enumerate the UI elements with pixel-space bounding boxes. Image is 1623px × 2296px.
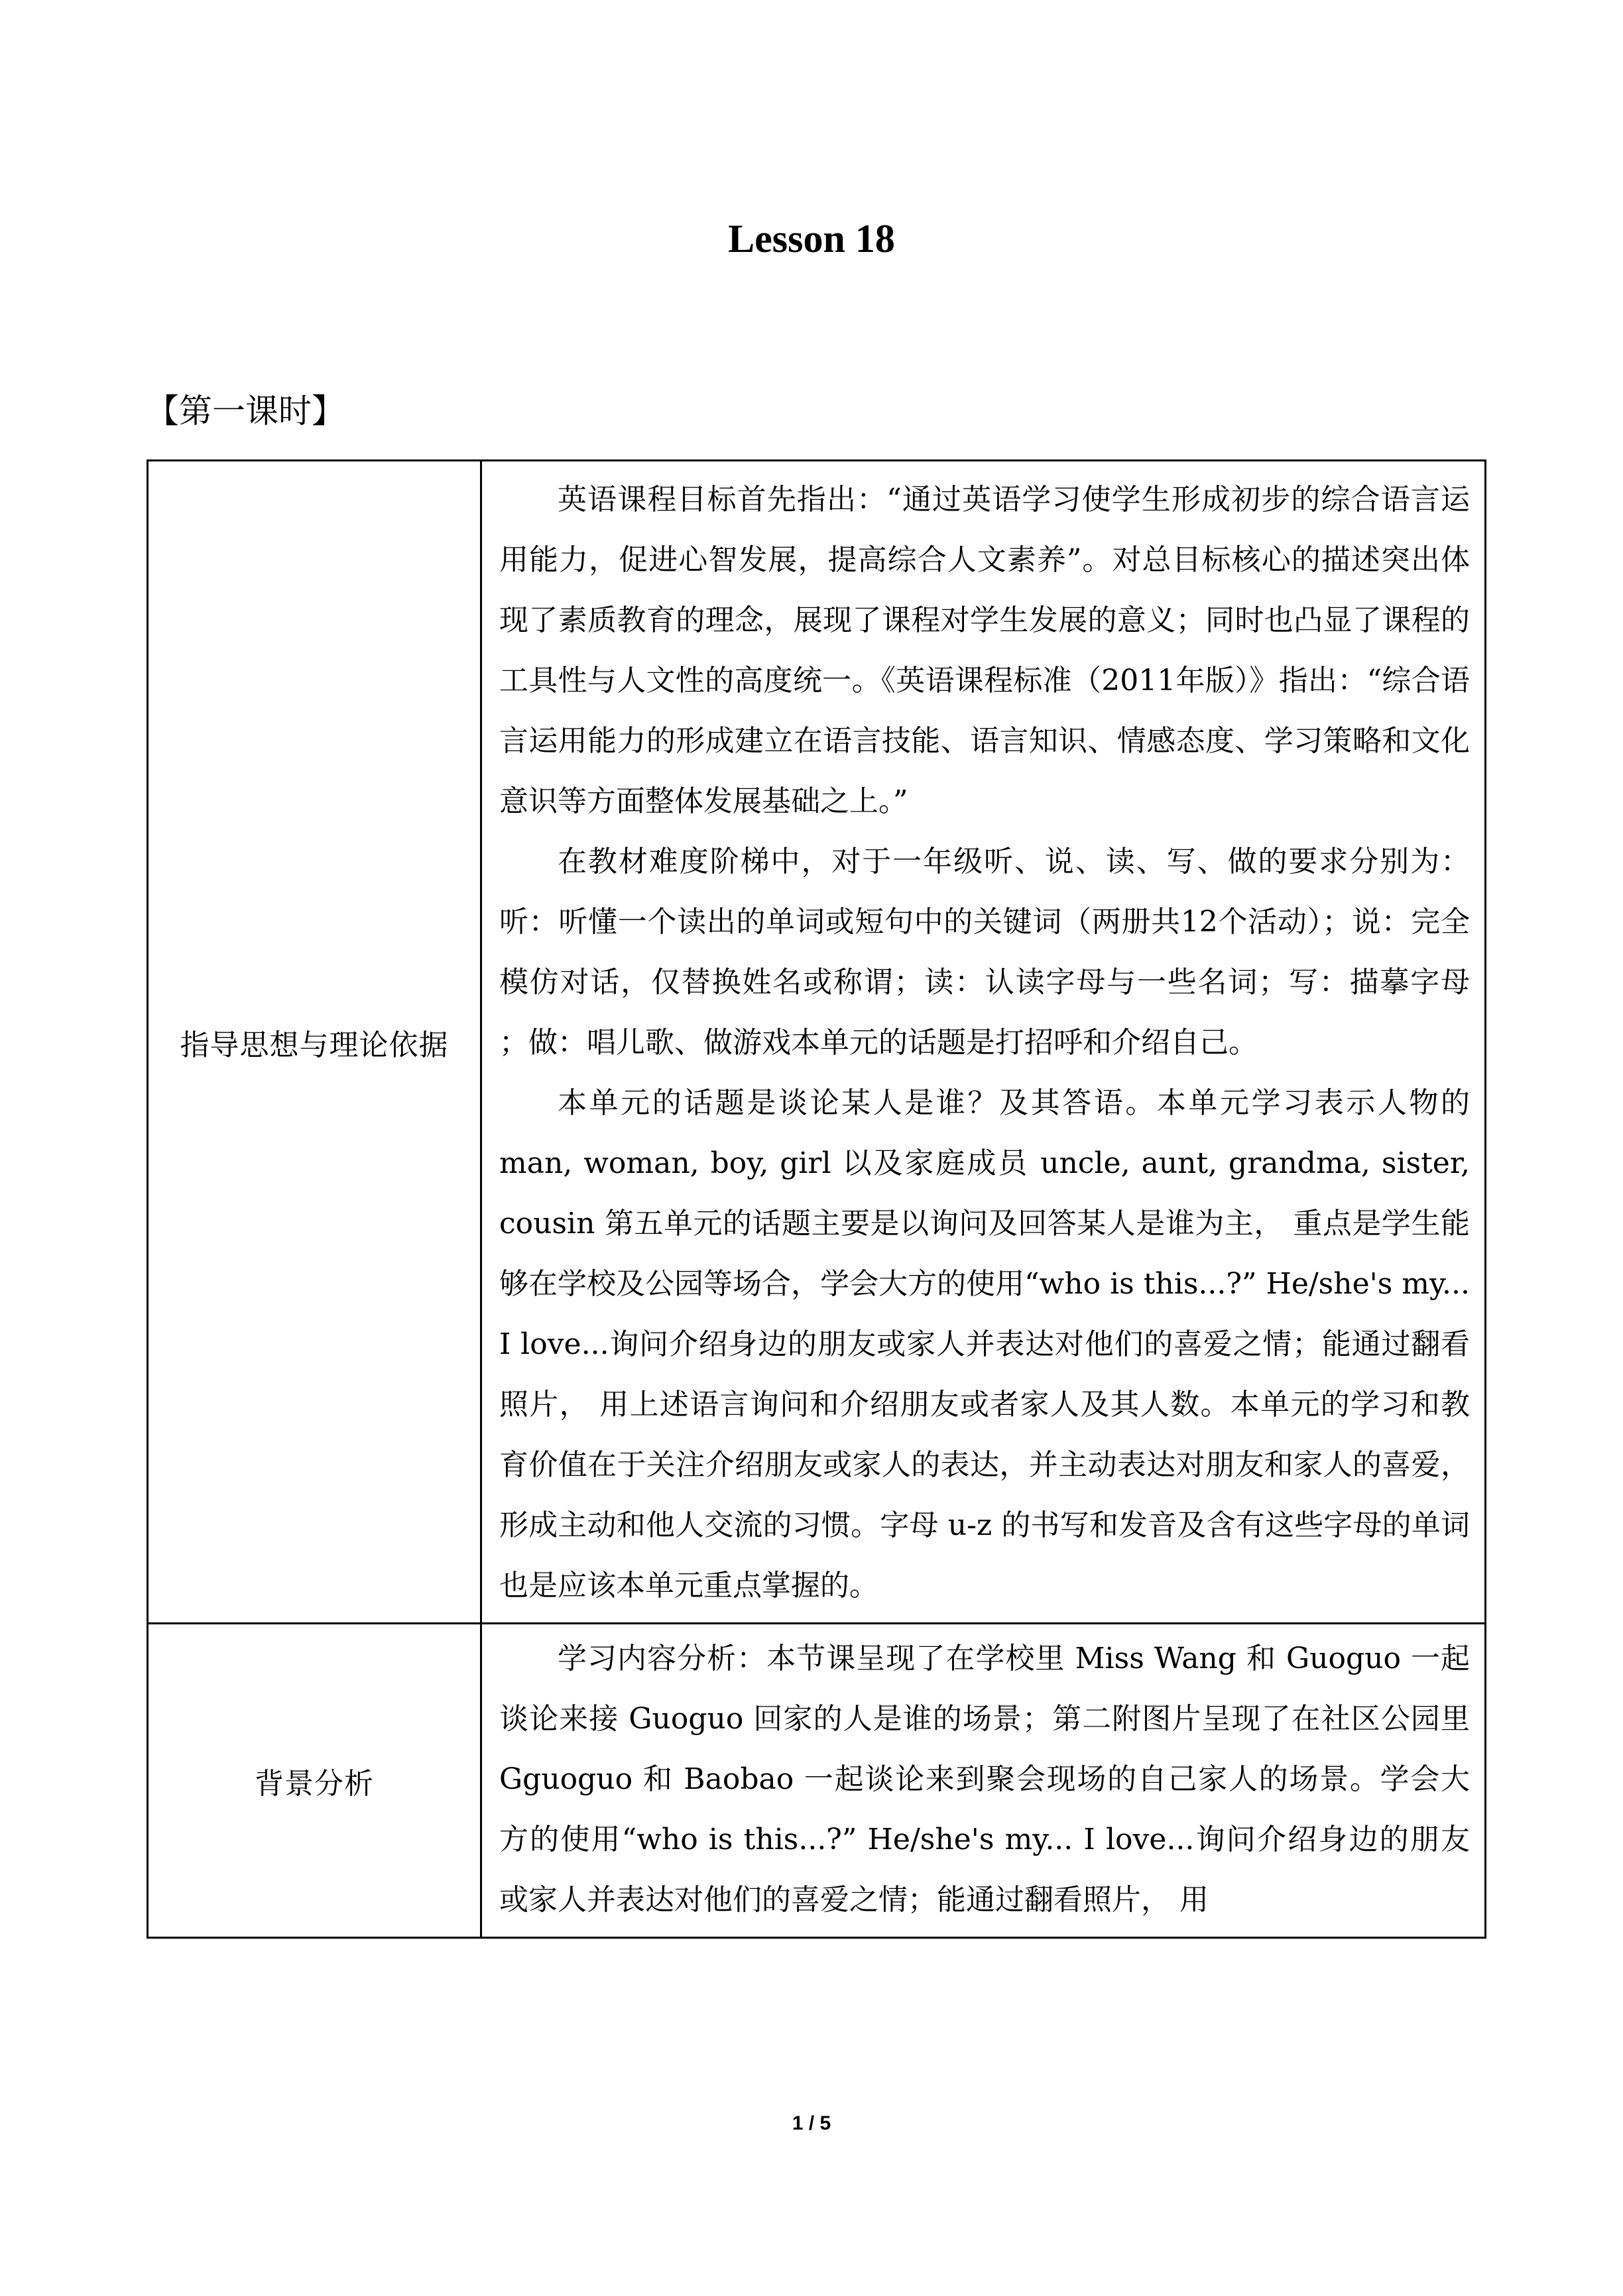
paragraph: 在教材难度阶梯中，对于一年级听、说、读、写、做的要求分别为：听：听懂一个读出的单词或短句中的关键词（两册共12个活动）；说：完全模仿对话，仅替换姓名或称谓；读：认读字母与一些名词；写：描摹字母 ；做：唱儿歌、做游戏本单元的话题是打招呼和介绍自己。 xyxy=(499,845,1470,1059)
row-label-background-analysis: 背景分析 xyxy=(148,1624,481,1938)
row-label-guiding-ideas: 指导思想与理论依据 xyxy=(148,461,481,1624)
paragraph: 英语课程目标首先指出：“通过英语学习使学生形成初步的综合语言运用能力，促进心智发展，提高综合人文素养”。对总目标核心的描述突出体现了素质教育的理念，展现了课程对学生发展的意义；同时也凸显了课程的工具性与人文性的高度统一。《英语课程标准（2011年版）》指出：“综合语言运用能力的形成建立在语言技能、语言知识、情感态度、学习策略和文化意识等方面整体发展基础之上。” xyxy=(499,483,1470,818)
paragraph: 本单元的话题是谈论某人是谁？及其答语。本单元学习表示人物的 man, woman, boy, girl 以及家庭成员 uncle, aunt, grandma, sister, cousin 第五单元的话题主要是以询问及回答某人是谁为主， 重点是学生能够在学校及公园等场合，学会大方的使用“who is this...?” He/she's my... I love...询问介绍身边的朋友或家人并表达对他们的喜爱之情；能通过翻看照片， 用上述语言询问和介绍朋友或者家人及其人数。本单元的学习和教育价值在于关注介绍朋友或家人的表达，并主动表达对朋友和家人的喜爱，形成主动和他人交流的习惯。字母 u-z 的书写和发音及含有这些字母的单词也是应该本单元重点掌握的。 xyxy=(499,1086,1470,1602)
table-row xyxy=(148,461,1486,1624)
page-number: 1 / 5 xyxy=(792,2112,831,2134)
lesson-plan-table xyxy=(147,459,1486,1939)
section-heading: 【第一课时】 xyxy=(146,392,345,430)
table-row xyxy=(148,1624,1486,1938)
row-content-guiding-ideas xyxy=(481,461,1486,1624)
paragraph: 学习内容分析：本节课呈现了在学校里 Miss Wang 和 Guoguo 一起谈论来接 Guoguo 回家的人是谁的场景；第二附图片呈现了在社区公园里 Gguoguo 和 Baobao 一起谈论来到聚会现场的自己家人的场景。学会大方的使用“who is this...?” He/she's my... I love...询问介绍身边的朋友或家人并表达对他们的喜爱之情；能通过翻看照片， 用 xyxy=(499,1642,1470,1917)
page-title: Lesson 18 xyxy=(728,217,895,261)
row-content-background-analysis xyxy=(481,1624,1486,1938)
